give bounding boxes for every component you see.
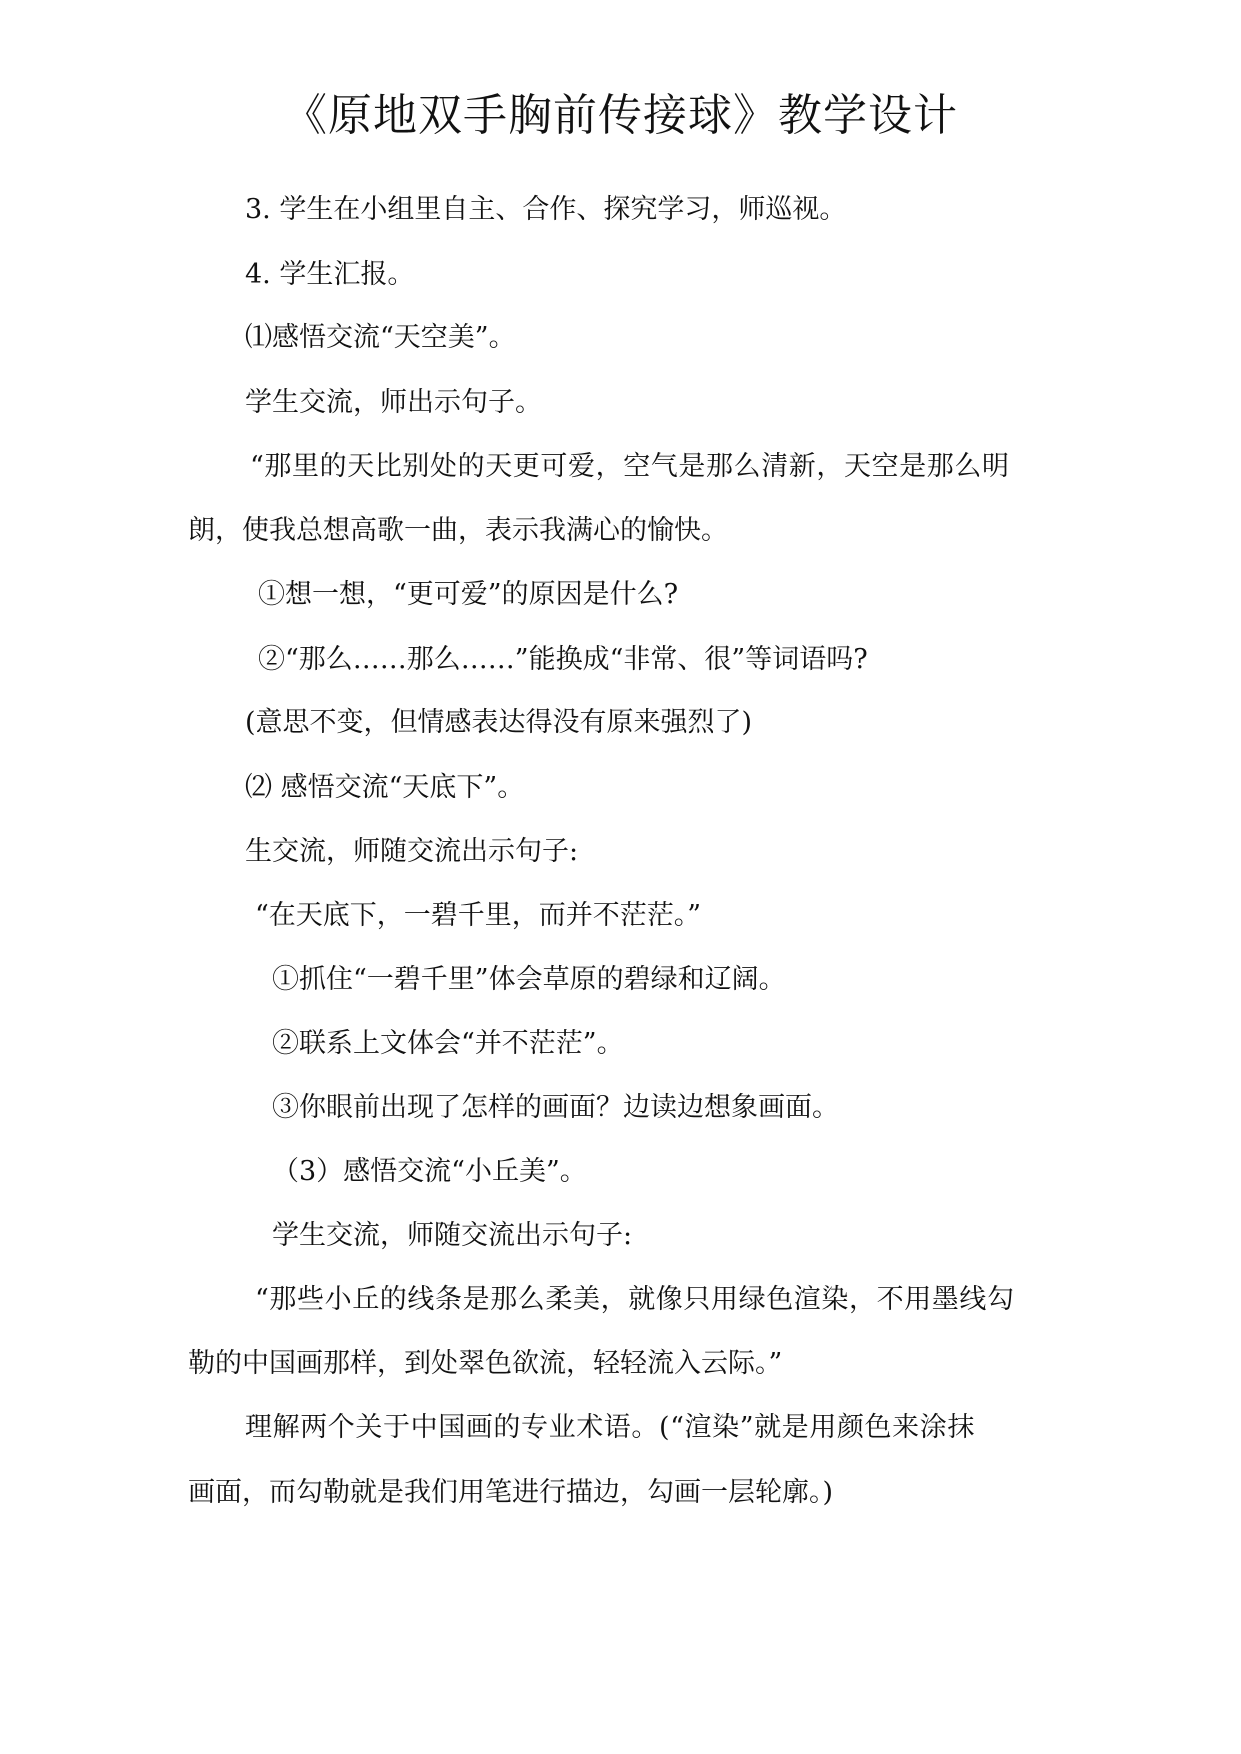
question-line: ①想一想，“更可爱”的原因是什么? (258, 579, 679, 610)
paragraph-line: 理解两个关于中国画的专业术语。(“渲染”就是用颜色来涂抹 (245, 1412, 975, 1443)
question-line: ②联系上文体会“并不茫茫”。 (272, 1028, 624, 1059)
quote-line: 勒的中国画那样，到处翠色欲流，轻轻流入云际。” (188, 1348, 783, 1379)
document-title: 《原地双手胸前传接球》教学设计 (283, 90, 958, 141)
paragraph-line: 学生交流，师出示句子。 (245, 387, 542, 418)
paragraph-line: ⑴感悟交流“天空美”。 (245, 322, 516, 353)
paragraph-line: 4. 学生汇报。 (245, 259, 415, 290)
quote-line: 朗，使我总想高歌一曲，表示我满心的愉快。 (188, 515, 728, 546)
quote-line: “在天底下，一碧千里，而并不茫茫。” (255, 900, 702, 931)
question-line: ①抓住“一碧千里”体会草原的碧绿和辽阔。 (272, 964, 786, 995)
quote-line: “那些小丘的线条是那么柔美，就像只用绿色渲染，不用墨线勾 (255, 1284, 1015, 1315)
paragraph-line: (意思不变，但情感表达得没有原来强烈了) (245, 707, 753, 738)
question-line: ③你眼前出现了怎样的画面？边读边想象画面。 (272, 1092, 839, 1123)
section-heading: （3）感悟交流“小丘美”。 (272, 1156, 587, 1187)
question-line: ②“那么……那么……”能换成“非常、很”等词语吗? (258, 644, 868, 675)
paragraph-line: 画面，而勾勒就是我们用笔进行描边，勾画一层轮廓。) (188, 1477, 834, 1508)
section-heading: ⑵ 感悟交流“天底下”。 (245, 772, 525, 803)
quote-line: “那里的天比别处的天更可爱，空气是那么清新，天空是那么明 (250, 451, 1010, 482)
paragraph-line: 学生交流，师随交流出示句子: (272, 1220, 633, 1251)
paragraph-line: 3. 学生在小组里自主、合作、探究学习，师巡视。 (245, 194, 847, 225)
paragraph-line: 生交流，师随交流出示句子: (245, 836, 579, 867)
